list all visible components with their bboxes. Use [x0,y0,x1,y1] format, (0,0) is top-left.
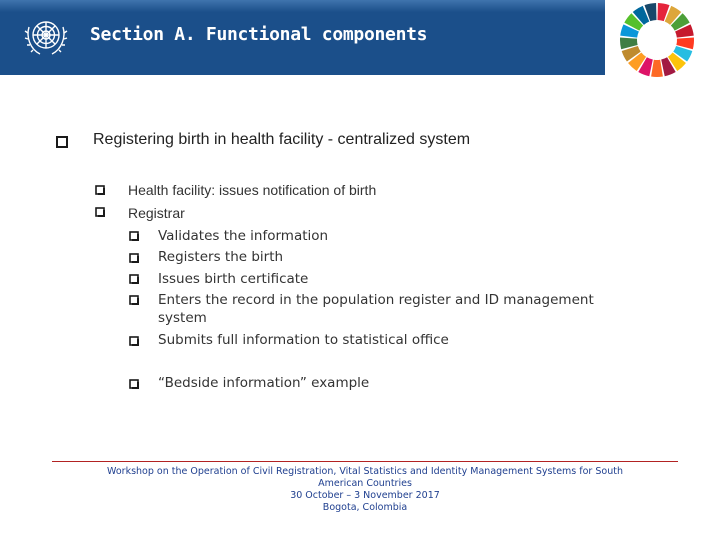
un-emblem-icon [21,11,71,61]
level3-item-bedside: “Bedside information” example [158,375,370,391]
bullet-icon [56,136,68,148]
footer [70,466,660,514]
bullet-icon [129,253,139,263]
footer-line-4: Bogota, Colombia [322,502,408,513]
level2-item-health-facility: Health facility: issues notification of birth [128,182,377,198]
level3-item-enters: Enters the record in the population register and ID management [158,292,594,308]
footer-line-2: American Countries [318,478,412,489]
sdg-wheel-segment [651,60,663,77]
footer-line-3: 30 October – 3 November 2017 [290,490,440,501]
level3-item-validates: Validates the information [158,228,329,244]
bullet-icon [95,207,105,217]
level3-item-registers: Registers the birth [158,249,284,265]
bullet-icon [129,379,139,389]
main-item-text: Registering birth in health facility - centralized system [93,131,471,148]
bullet-icon [129,295,139,305]
bullet-icon [129,231,139,241]
bullet-icon [95,185,105,195]
level2-item-registrar: Registrar [128,205,185,221]
sdg-wheel-icon [617,0,697,80]
page-title: Section A. Functional components [90,24,428,45]
bullet-icon [129,336,139,346]
footer-rule [52,461,678,462]
level3-item-enters-cont: system [158,310,207,326]
footer-line-1: Workshop on the Operation of Civil Registration, Vital Statistics and Identity Management Systems for South [107,466,623,477]
level3-item-issues: Issues birth certificate [158,271,309,287]
bullet-icon [129,274,139,284]
level3-item-submits: Submits full information to statistical office [158,332,449,348]
